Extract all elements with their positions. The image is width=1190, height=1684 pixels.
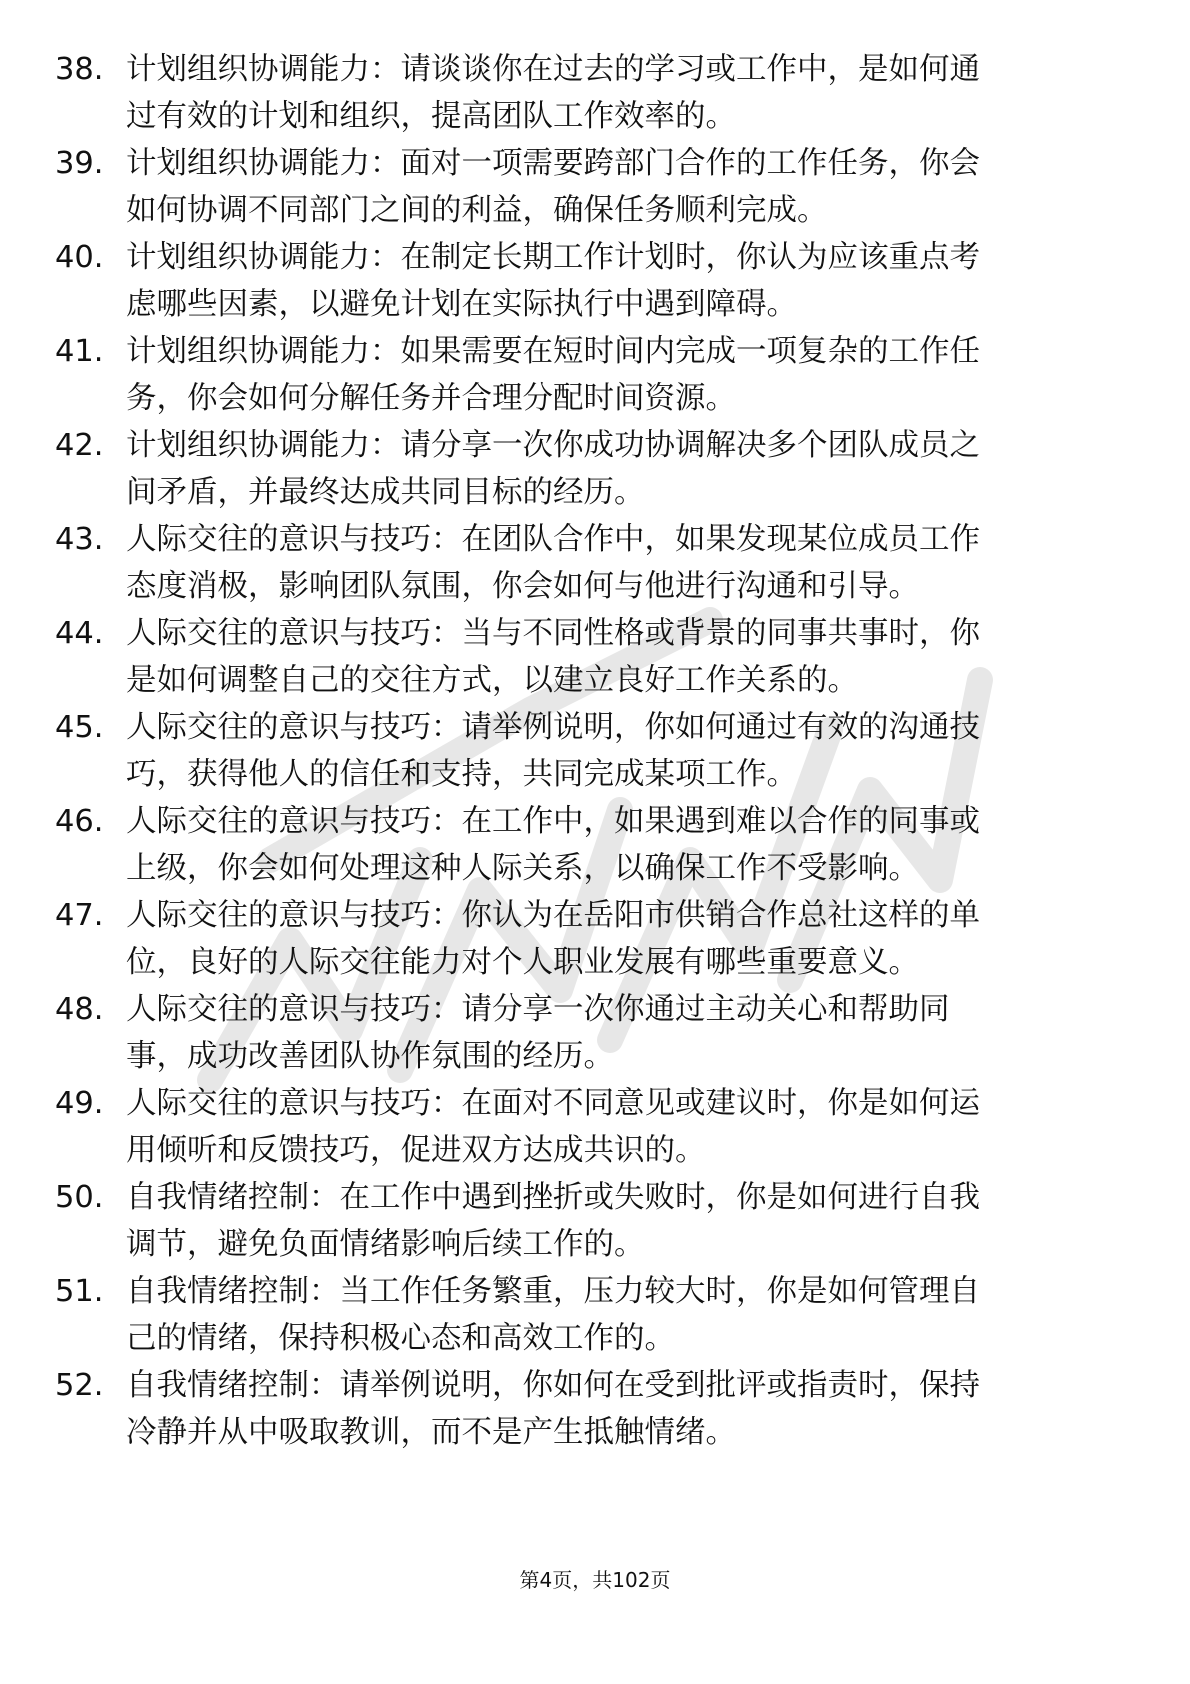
question-item (0, 234, 1190, 328)
question-text-line-2: 用倾听和反馈技巧，促进双方达成共识的。 (126, 1133, 706, 1168)
question-text-line-1: 计划组织协调能力：如果需要在短时间内完成一项复杂的工作任 (126, 334, 980, 369)
question-item (0, 986, 1190, 1080)
question-item (0, 140, 1190, 234)
question-number: 48. (55, 992, 104, 1027)
question-text-line-1: 自我情绪控制：在工作中遇到挫折或失败时，你是如何进行自我 (126, 1180, 980, 1215)
question-text-line-2: 过有效的计划和组织，提高团队工作效率的。 (126, 99, 736, 134)
question-number: 41. (55, 334, 104, 369)
question-text-line-1: 计划组织协调能力：面对一项需要跨部门合作的工作任务，你会 (126, 146, 980, 181)
question-text-line-1: 人际交往的意识与技巧：你认为在岳阳市供销合作总社这样的单 (126, 898, 980, 933)
question-item (0, 704, 1190, 798)
question-number: 51. (55, 1274, 104, 1309)
question-number: 43. (55, 522, 104, 557)
question-item (0, 610, 1190, 704)
question-text-line-1: 人际交往的意识与技巧：当与不同性格或背景的同事共事时，你 (126, 616, 980, 651)
question-text-line-1: 自我情绪控制：请举例说明，你如何在受到批评或指责时，保持 (126, 1368, 980, 1403)
question-text-line-1: 人际交往的意识与技巧：请举例说明，你如何通过有效的沟通技 (126, 710, 980, 745)
question-number: 39. (55, 146, 104, 181)
question-item (0, 516, 1190, 610)
question-text-line-2: 如何协调不同部门之间的利益，确保任务顺利完成。 (126, 193, 828, 228)
question-item (0, 1362, 1190, 1456)
question-text-line-1: 人际交往的意识与技巧：在团队合作中，如果发现某位成员工作 (126, 522, 980, 557)
question-number: 52. (55, 1368, 104, 1403)
question-text-line-1: 计划组织协调能力：请分享一次你成功协调解决多个团队成员之 (126, 428, 980, 463)
question-item (0, 1268, 1190, 1362)
question-text-line-2: 上级，你会如何处理这种人际关系，以确保工作不受影响。 (126, 851, 919, 886)
question-text-line-1: 自我情绪控制：当工作任务繁重，压力较大时，你是如何管理自 (126, 1274, 980, 1309)
question-number: 42. (55, 428, 104, 463)
question-item (0, 892, 1190, 986)
question-text-line-1: 计划组织协调能力：请谈谈你在过去的学习或工作中，是如何通 (126, 52, 980, 87)
question-number: 46. (55, 804, 104, 839)
question-text-line-2: 冷静并从中吸取教训，而不是产生抵触情绪。 (126, 1415, 736, 1450)
question-number: 49. (55, 1086, 104, 1121)
question-text-line-2: 巧，获得他人的信任和支持，共同完成某项工作。 (126, 757, 797, 792)
question-item (0, 798, 1190, 892)
question-item (0, 1174, 1190, 1268)
question-text-line-1: 计划组织协调能力：在制定长期工作计划时，你认为应该重点考 (126, 240, 980, 275)
question-text-line-2: 事，成功改善团队协作氛围的经历。 (126, 1039, 614, 1074)
question-number: 40. (55, 240, 104, 275)
question-item (0, 1080, 1190, 1174)
question-number: 45. (55, 710, 104, 745)
question-number: 44. (55, 616, 104, 651)
question-text-line-1: 人际交往的意识与技巧：在工作中，如果遇到难以合作的同事或 (126, 804, 980, 839)
question-text-line-2: 务，你会如何分解任务并合理分配时间资源。 (126, 381, 736, 416)
question-text-line-2: 虑哪些因素，以避免计划在实际执行中遇到障碍。 (126, 287, 797, 322)
question-item (0, 422, 1190, 516)
question-item (0, 328, 1190, 422)
question-number: 47. (55, 898, 104, 933)
question-text-line-2: 间矛盾，并最终达成共同目标的经历。 (126, 475, 645, 510)
question-text-line-2: 是如何调整自己的交往方式，以建立良好工作关系的。 (126, 663, 858, 698)
question-text-line-1: 人际交往的意识与技巧：在面对不同意见或建议时，你是如何运 (126, 1086, 980, 1121)
page-number-footer: 第4页，共102页 (519, 1568, 671, 1592)
question-text-line-2: 己的情绪，保持积极心态和高效工作的。 (126, 1321, 675, 1356)
question-item (0, 46, 1190, 140)
question-text-line-2: 态度消极，影响团队氛围，你会如何与他进行沟通和引导。 (126, 569, 919, 604)
question-text-line-2: 调节，避免负面情绪影响后续工作的。 (126, 1227, 645, 1262)
question-number: 50. (55, 1180, 104, 1215)
question-text-line-1: 人际交往的意识与技巧：请分享一次你通过主动关心和帮助同 (126, 992, 950, 1027)
question-text-line-2: 位，良好的人际交往能力对个人职业发展有哪些重要意义。 (126, 945, 919, 980)
question-number: 38. (55, 52, 104, 87)
